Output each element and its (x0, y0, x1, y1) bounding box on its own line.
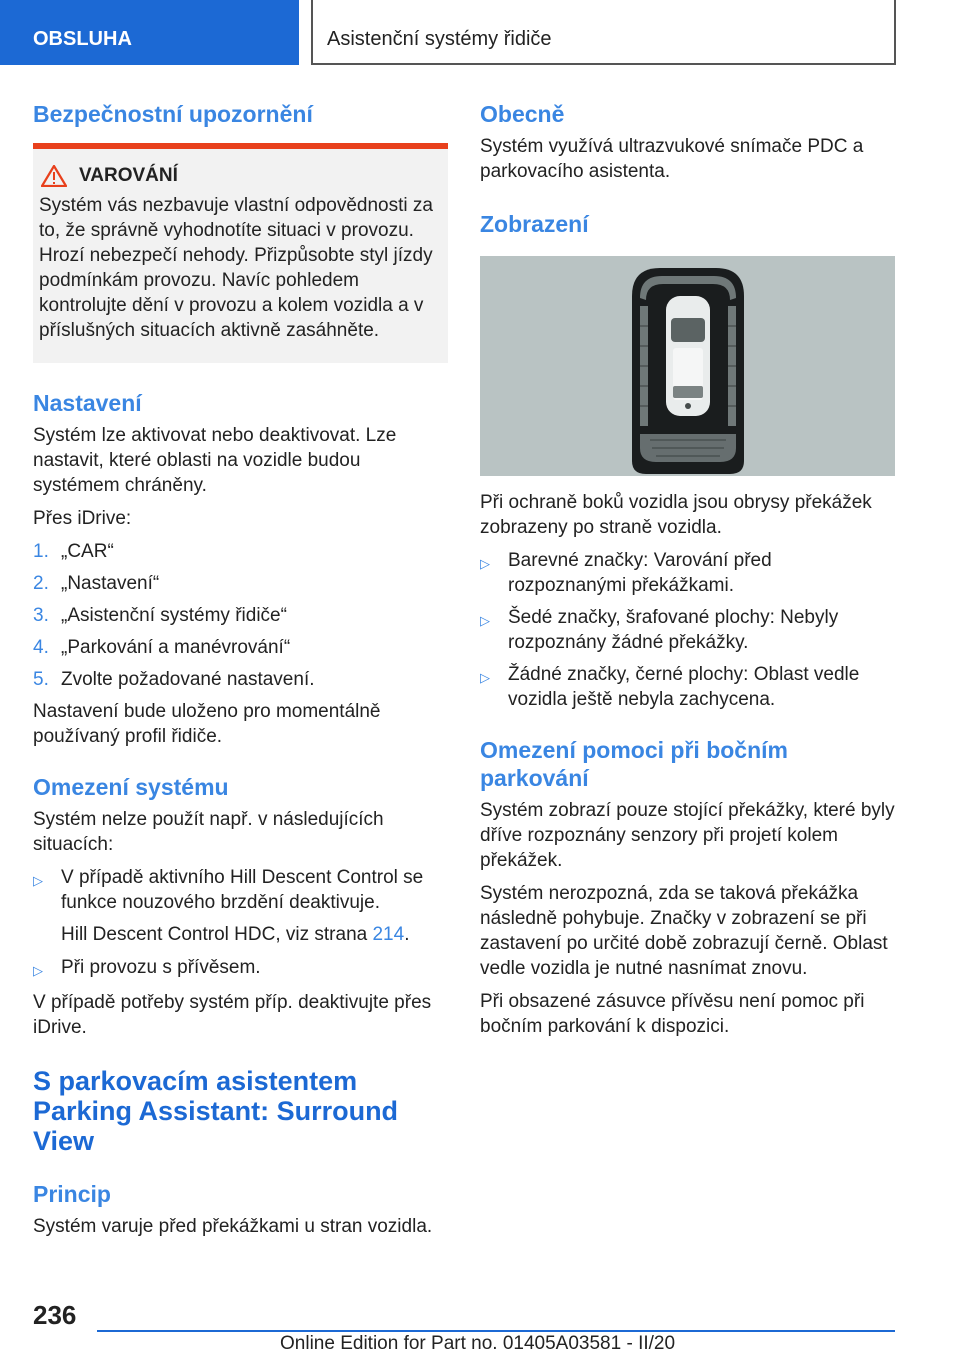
deactivate-text: V případě potřeby systém příp. deaktivujte přes iDrive. (33, 992, 432, 1038)
limits-text: Systém nelze použít např. v následujících situacích: (33, 809, 384, 855)
list-item: ▷ Šedé značky, šrafované plochy: Nebyly rozpoznány žádné překážky. (480, 607, 839, 653)
warning-triangle-icon (41, 165, 67, 187)
left-column (33, 100, 448, 1239)
list-item: ▷ Při provozu s přívěsem. (33, 955, 448, 983)
safety-heading: Bezpečnostní upozornění (33, 101, 313, 127)
display-heading: Zobrazení (480, 211, 589, 237)
step-item: 1. „CAR“ (33, 541, 114, 562)
principle-text: Systém varuje před překážkami u stran vozidla. (33, 1216, 433, 1237)
page-link[interactable]: 214 (372, 924, 405, 945)
settings-text: Systém lze aktivovat nebo deaktivovat. Lze nastavit, které oblasti na vozidle budou systémem chráněny. (33, 425, 397, 496)
chapter-title: Asistenční systémy řidiče (311, 0, 896, 65)
page-number: 236 (33, 1300, 77, 1330)
warning-title-row (39, 165, 438, 187)
display-list (480, 548, 895, 712)
section-tab: OBSLUHA (0, 0, 299, 65)
settings-saved-text: Nastavení bude uloženo pro momentálně používaný profil řidiče. (33, 701, 381, 747)
hdc-reference: Hill Descent Control HDC, viz strana 214. (61, 924, 410, 945)
settings-steps (33, 539, 448, 692)
side-limits-heading: Omezení pomoci při bočním parkování (480, 737, 788, 791)
side-limits-text-2: Systém nerozpozná, zda se taková překážka následně pohybuje. Značky v zobrazení se při zastavení po určité době zobrazují černě. Oblast vedle vozidla je nutné nasnímat znovu. (480, 883, 888, 979)
step-item: 2. „Nastavení“ (33, 573, 160, 594)
bullet-triangle-icon: ▷ (480, 556, 490, 571)
list-item: ▷ V případě aktivního Hill Descent Control se funkce nouzového brzdění deaktivuje. (33, 867, 424, 913)
limits-heading: Omezení systému (33, 774, 229, 800)
right-column (480, 100, 895, 1039)
limits-list-2 (33, 955, 448, 983)
principle-heading: Princip (33, 1181, 111, 1207)
parking-display-image (480, 256, 895, 476)
step-item: 5. Zvolte požadované nastavení. (33, 669, 315, 690)
warning-box (33, 143, 448, 363)
list-item: ▷ Barevné značky: Varování před rozpoznanými překážkami. (480, 550, 772, 596)
footer-edition: Online Edition for Part no. 01405A03581 - II/20 (280, 1333, 676, 1354)
surround-view-illustration (480, 256, 895, 476)
via-idrive-text: Přes iDrive: (33, 508, 132, 529)
bullet-triangle-icon: ▷ (480, 670, 490, 685)
display-text: Při ochraně boků vozidla jsou obrysy překážek zobrazeny po straně vozidla. (480, 492, 872, 538)
general-text: Systém využívá ultrazvukové snímače PDC a parkovacího asistenta. (480, 136, 864, 182)
list-item: ▷ Žádné značky, černé plochy: Oblast vedle vozidla ještě nebyla zachycena. (480, 664, 860, 710)
general-heading: Obecně (480, 101, 565, 127)
step-item: 4. „Parkování a manévrování“ (33, 637, 291, 658)
step-item: 3. „Asistenční systémy řidiče“ (33, 605, 287, 626)
bullet-triangle-icon: ▷ (480, 613, 490, 628)
settings-heading: Nastavení (33, 390, 142, 416)
main-section-heading: S parkovacím asistentem Parking Assistant: Surround View (33, 1066, 399, 1156)
warning-title: VAROVÁNÍ (79, 165, 178, 186)
footer-divider (97, 1330, 895, 1332)
warning-text: Systém vás nezbavuje vlastní odpovědnosti za to, že správně vyhodnotíte situaci v provozu. Hrozí nebezpečí nehody. Přizpůsobte styl jízdy podmínkám provozu. Navíc pohledem kontrolujte dění v provozu a kolem vozidla a v příslušných situacích aktivně zasáhněte. (39, 195, 433, 341)
limits-list (33, 865, 448, 915)
side-limits-text-1: Systém zobrazí pouze stojící překážky, které byly dříve rozpoznány senzory při projetí kolem překážek. (480, 800, 895, 871)
bullet-triangle-icon: ▷ (33, 873, 43, 888)
side-limits-text-3: Při obsazené zásuvce přívěsu není pomoc při bočním parkování k dispozici. (480, 991, 865, 1037)
bullet-triangle-icon: ▷ (33, 963, 43, 978)
